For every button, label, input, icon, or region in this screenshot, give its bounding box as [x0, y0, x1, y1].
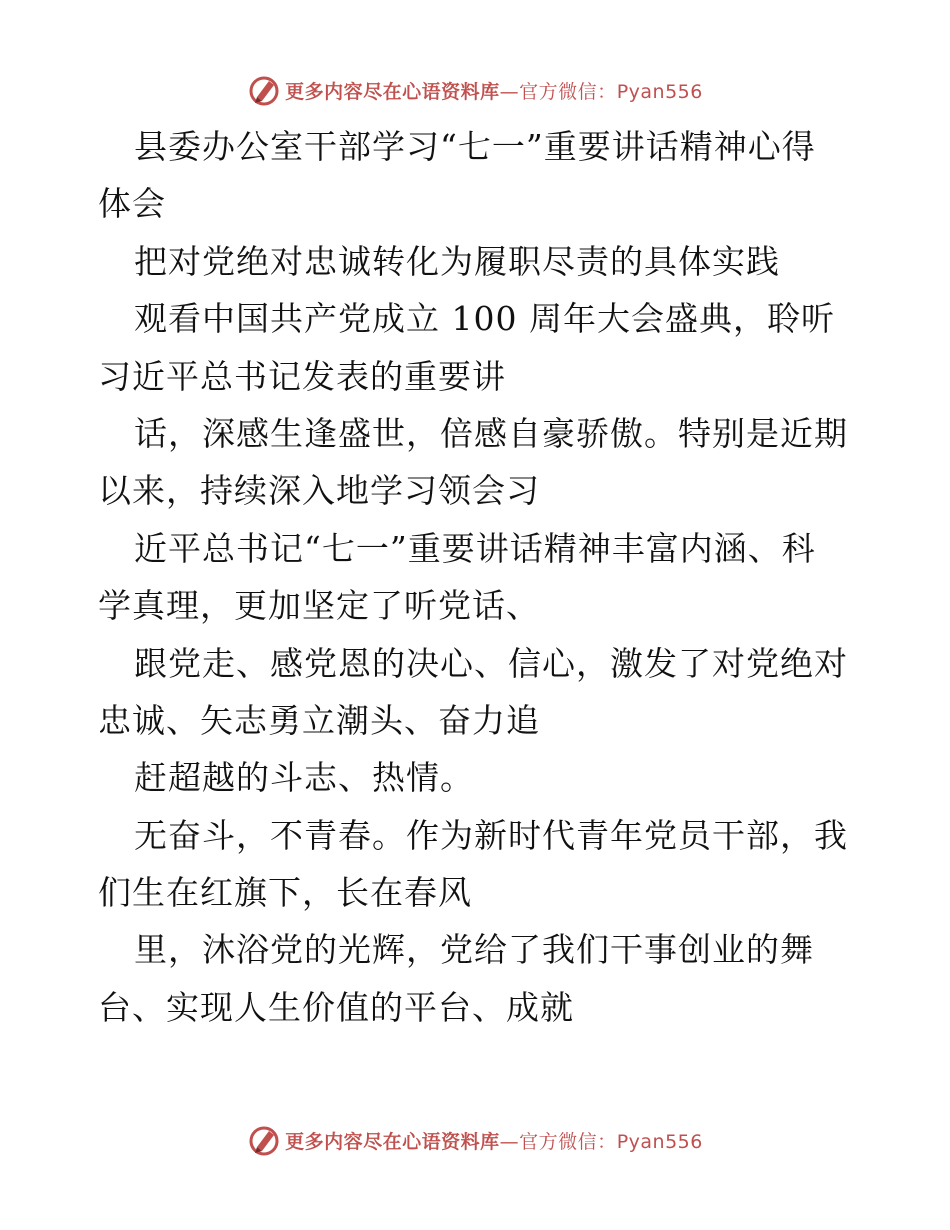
text-line: 台、实现人生价值的平台、成就 [98, 987, 574, 1027]
watermark-text [285, 77, 703, 104]
watermark-id: Pyan556 [616, 1130, 703, 1153]
pen-logo-icon [247, 1123, 281, 1157]
pen-logo-icon [247, 73, 281, 107]
text-line: 忠诚、矢志勇立潮头、奋力追 [98, 700, 540, 740]
text-line: 里，沐浴党的光辉，党给了我们干事创业的舞 [134, 930, 814, 970]
text-line: 跟党走、感党恩的决心、信心，激发了对党绝对 [134, 643, 848, 683]
header-watermark [0, 70, 950, 110]
watermark-label: 官方微信： [519, 1130, 617, 1153]
text-line: 学真理，更加坚定了听党话、 [98, 586, 540, 626]
watermark-separator: — [499, 80, 520, 103]
text-line: 无奋斗，不青春。作为新时代青年党员干部，我 [134, 815, 848, 855]
text-line: 话，深感生逢盛世，倍感自豪骄傲。特别是近期 [134, 413, 848, 453]
text-line: 以来，持续深入地学习领会习 [98, 471, 540, 511]
text-line: 们生在红旗下，长在春风 [98, 873, 472, 913]
document-body [98, 118, 858, 1036]
watermark-separator: — [499, 1130, 520, 1153]
text-line: 赶超越的斗志、热情。 [134, 758, 474, 798]
footer-watermark [0, 1120, 950, 1160]
text-line: 近平总书记“七一”重要讲话精神丰富内涵、科 [134, 528, 816, 568]
text-line: 习近平总书记发表的重要讲 [98, 356, 506, 396]
text-line: 体会 [98, 184, 166, 224]
watermark-text [285, 1127, 703, 1154]
watermark-label: 官方微信： [519, 80, 617, 103]
watermark-main: 更多内容尽在心语资料库 [285, 1130, 500, 1153]
text-line: 观看中国共产党成立 100 周年大会盛典，聆听 [134, 299, 835, 339]
text-line: 县委办公室干部学习“七一”重要讲话精神心得 [134, 127, 816, 166]
watermark-main: 更多内容尽在心语资料库 [285, 80, 500, 103]
watermark-id: Pyan556 [616, 80, 703, 103]
text-line: 把对党绝对忠诚转化为履职尽责的具体实践 [134, 241, 780, 281]
